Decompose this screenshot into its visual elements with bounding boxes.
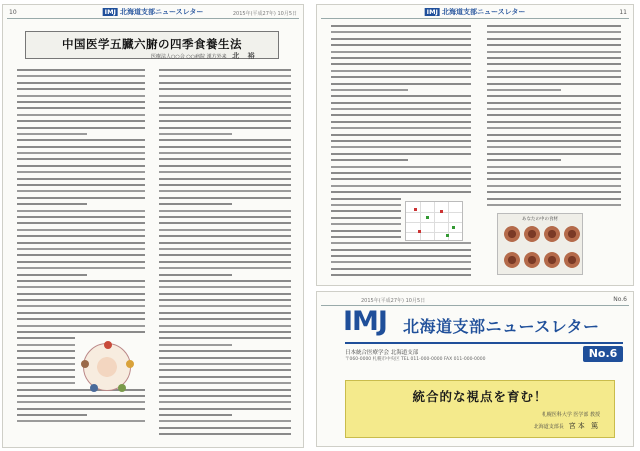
text-line bbox=[159, 88, 291, 90]
text-line bbox=[17, 254, 145, 256]
text-line bbox=[487, 44, 621, 46]
text-line bbox=[17, 190, 145, 192]
text-line bbox=[159, 261, 291, 263]
text-line bbox=[331, 198, 401, 200]
text-line bbox=[159, 408, 291, 410]
text-line bbox=[17, 350, 75, 352]
text-line bbox=[331, 38, 471, 40]
text-line bbox=[159, 229, 291, 231]
text-line bbox=[17, 127, 145, 129]
headline-banner bbox=[345, 380, 615, 438]
text-line bbox=[17, 305, 145, 307]
text-line bbox=[17, 280, 145, 282]
text-line bbox=[159, 401, 291, 403]
text-line bbox=[331, 242, 471, 244]
text-line bbox=[159, 344, 232, 346]
photo-caption: あなたの中の食材 bbox=[522, 217, 558, 222]
text-line bbox=[331, 230, 401, 232]
text-line bbox=[159, 376, 291, 378]
text-line bbox=[17, 331, 145, 333]
text-line bbox=[487, 83, 621, 85]
text-line bbox=[331, 63, 471, 65]
text-line bbox=[17, 235, 145, 237]
text-line bbox=[17, 133, 87, 135]
text-line bbox=[331, 25, 471, 27]
text-line bbox=[331, 153, 471, 155]
left-page-number: 10 bbox=[9, 9, 17, 16]
text-line bbox=[159, 95, 291, 97]
food-photo bbox=[524, 252, 540, 268]
diagram-node bbox=[90, 384, 98, 392]
text-line bbox=[159, 133, 232, 135]
text-line bbox=[331, 140, 471, 142]
left-page bbox=[2, 4, 304, 448]
text-line bbox=[331, 166, 471, 168]
food-photo-grid bbox=[497, 213, 583, 275]
byline-affiliation: 医療法人○○会 ○○病院 漢方外来 bbox=[151, 54, 227, 60]
food-photo bbox=[504, 226, 520, 242]
five-elements-diagram bbox=[83, 343, 131, 391]
author-line bbox=[534, 421, 600, 431]
text-line bbox=[17, 414, 87, 416]
text-line bbox=[487, 31, 621, 33]
figure-mark bbox=[414, 208, 417, 211]
cover-page-number: No.6 bbox=[613, 296, 627, 303]
text-line bbox=[331, 70, 471, 72]
text-line bbox=[17, 210, 145, 212]
text-line bbox=[159, 69, 291, 71]
page-gutter bbox=[306, 0, 314, 451]
text-line bbox=[159, 242, 291, 244]
text-line bbox=[17, 325, 145, 327]
text-line bbox=[331, 274, 471, 276]
text-line bbox=[159, 389, 291, 391]
masthead-rule bbox=[345, 342, 623, 344]
diagram-node bbox=[81, 360, 89, 368]
text-line bbox=[17, 274, 87, 276]
text-line bbox=[159, 286, 291, 288]
text-line bbox=[159, 325, 291, 327]
text-line bbox=[159, 414, 232, 416]
text-line bbox=[331, 89, 408, 91]
text-line bbox=[159, 210, 291, 212]
text-line bbox=[331, 146, 471, 148]
text-line bbox=[17, 222, 145, 224]
text-line bbox=[159, 82, 291, 84]
text-line bbox=[17, 229, 145, 231]
right-top-page bbox=[316, 4, 634, 286]
text-line bbox=[17, 120, 145, 122]
text-line bbox=[159, 254, 291, 256]
text-line bbox=[159, 203, 232, 205]
diagram-node bbox=[104, 341, 112, 349]
text-line bbox=[17, 101, 145, 103]
text-line bbox=[17, 95, 145, 97]
text-line bbox=[17, 107, 145, 109]
text-line bbox=[159, 75, 291, 77]
text-line bbox=[17, 203, 87, 205]
text-line bbox=[487, 185, 621, 187]
text-line bbox=[17, 401, 145, 403]
text-line bbox=[331, 268, 471, 270]
author-affiliation: 札幌医科大学 医学部 教授 bbox=[541, 412, 600, 418]
text-line bbox=[487, 191, 621, 193]
text-line bbox=[159, 152, 291, 154]
text-line bbox=[159, 267, 291, 269]
text-line bbox=[159, 178, 291, 180]
text-line bbox=[487, 63, 621, 65]
text-line bbox=[17, 420, 145, 422]
text-line bbox=[17, 158, 145, 160]
text-line bbox=[331, 236, 401, 238]
text-line bbox=[487, 114, 621, 116]
byline-author: 北 裕 bbox=[232, 52, 258, 60]
text-line bbox=[17, 82, 145, 84]
cover-header-date: 2015年(平成27年) 10月5日 bbox=[361, 298, 426, 304]
text-line bbox=[17, 197, 145, 199]
text-line bbox=[159, 139, 291, 141]
text-line bbox=[17, 184, 145, 186]
text-line bbox=[159, 120, 291, 122]
text-line bbox=[159, 337, 291, 339]
imj-logo: IMJ bbox=[343, 306, 387, 337]
text-line bbox=[331, 108, 471, 110]
text-line bbox=[331, 185, 471, 187]
text-line bbox=[331, 57, 471, 59]
text-line bbox=[159, 222, 291, 224]
text-line bbox=[159, 293, 291, 295]
text-line bbox=[159, 165, 291, 167]
issue-badge: No.6 bbox=[583, 346, 623, 362]
article-column-2 bbox=[159, 69, 291, 440]
figure-mark bbox=[440, 210, 443, 213]
text-line bbox=[331, 31, 471, 33]
text-line bbox=[487, 172, 621, 174]
text-line bbox=[17, 299, 145, 301]
text-line bbox=[159, 331, 291, 333]
figure-mark bbox=[446, 234, 449, 237]
text-line bbox=[17, 286, 145, 288]
food-photo bbox=[524, 226, 540, 242]
text-line bbox=[159, 248, 291, 250]
text-line bbox=[487, 70, 621, 72]
figure-mark bbox=[418, 230, 421, 233]
right-page-number: 11 bbox=[619, 9, 627, 16]
cover-headline: 統合的な視点を育む！ bbox=[412, 389, 548, 404]
left-header-date: 2015年(平成27年) 10月5日 bbox=[232, 11, 297, 17]
text-line bbox=[17, 242, 145, 244]
text-line bbox=[159, 395, 291, 397]
text-line bbox=[487, 166, 621, 168]
text-line bbox=[17, 152, 145, 154]
text-line bbox=[17, 178, 145, 180]
text-line bbox=[487, 57, 621, 59]
text-line bbox=[487, 89, 561, 91]
text-line bbox=[331, 83, 471, 85]
text-line bbox=[331, 127, 471, 129]
text-line bbox=[159, 158, 291, 160]
text-line bbox=[331, 191, 471, 193]
text-line bbox=[17, 139, 145, 141]
text-line bbox=[159, 146, 291, 148]
text-line bbox=[487, 198, 621, 200]
text-line bbox=[17, 337, 75, 339]
organization-name: 日本統合医療学会 北海道支部 bbox=[345, 350, 419, 356]
food-photo bbox=[544, 252, 560, 268]
text-line bbox=[487, 134, 621, 136]
text-line bbox=[17, 408, 145, 410]
text-line bbox=[159, 216, 291, 218]
text-line bbox=[487, 102, 621, 104]
text-line bbox=[17, 171, 145, 173]
text-line bbox=[159, 427, 291, 429]
cover-page bbox=[316, 291, 634, 447]
organization-contact: 〒060-0000 札幌市中央区 TEL 011-000-0000 FAX 011-000-0000 bbox=[345, 357, 486, 362]
text-line bbox=[159, 107, 291, 109]
food-photo bbox=[504, 252, 520, 268]
left-header-logo: IMJ 北海道支部ニュースレター bbox=[104, 8, 204, 16]
text-line bbox=[487, 25, 621, 27]
text-line bbox=[159, 274, 232, 276]
text-line bbox=[17, 248, 145, 250]
right-column-2 bbox=[487, 25, 621, 210]
text-line bbox=[17, 75, 145, 77]
text-line bbox=[331, 172, 471, 174]
diagram-node bbox=[126, 360, 134, 368]
text-line bbox=[159, 127, 291, 129]
food-photo bbox=[564, 252, 580, 268]
text-line bbox=[159, 305, 291, 307]
text-line bbox=[159, 369, 291, 371]
text-line bbox=[159, 382, 291, 384]
text-line bbox=[331, 159, 408, 161]
text-line bbox=[17, 363, 75, 365]
text-line bbox=[487, 146, 621, 148]
text-line bbox=[17, 267, 145, 269]
food-photo bbox=[544, 226, 560, 242]
text-line bbox=[159, 350, 291, 352]
text-line bbox=[331, 249, 471, 251]
text-line bbox=[487, 204, 621, 206]
text-line bbox=[17, 88, 145, 90]
text-line bbox=[17, 357, 75, 359]
text-line bbox=[17, 261, 145, 263]
text-line bbox=[159, 114, 291, 116]
text-line bbox=[331, 76, 471, 78]
text-line bbox=[17, 395, 145, 397]
text-line bbox=[159, 357, 291, 359]
text-line bbox=[159, 171, 291, 173]
text-line bbox=[159, 101, 291, 103]
left-running-header bbox=[7, 7, 299, 19]
text-line bbox=[17, 216, 145, 218]
text-line bbox=[331, 255, 471, 257]
text-line bbox=[159, 235, 291, 237]
cover-running-header bbox=[321, 294, 629, 306]
text-line bbox=[331, 210, 401, 212]
text-line bbox=[159, 197, 291, 199]
text-line bbox=[159, 184, 291, 186]
text-line bbox=[487, 76, 621, 78]
newsletter-name: 北海道支部ニュースレター bbox=[403, 317, 600, 336]
text-line bbox=[331, 204, 401, 206]
text-line bbox=[159, 190, 291, 192]
text-line bbox=[487, 51, 621, 53]
text-line bbox=[487, 140, 621, 142]
text-line bbox=[487, 127, 621, 129]
text-line bbox=[331, 114, 471, 116]
text-line bbox=[17, 344, 75, 346]
text-line bbox=[331, 102, 471, 104]
article-title: 中国医学五臓六腑の四季食養生法 bbox=[62, 37, 242, 51]
text-line bbox=[159, 420, 291, 422]
text-line bbox=[331, 44, 471, 46]
text-line bbox=[159, 318, 291, 320]
figure-mark bbox=[452, 226, 455, 229]
text-line bbox=[487, 178, 621, 180]
article-byline bbox=[151, 51, 258, 61]
text-line bbox=[487, 108, 621, 110]
text-line bbox=[487, 121, 621, 123]
text-line bbox=[331, 134, 471, 136]
text-line bbox=[17, 312, 145, 314]
text-line bbox=[159, 299, 291, 301]
text-line bbox=[487, 153, 621, 155]
right-running-header bbox=[321, 7, 629, 19]
food-photo bbox=[564, 226, 580, 242]
text-line bbox=[159, 433, 291, 435]
text-line bbox=[331, 121, 471, 123]
text-line bbox=[17, 69, 145, 71]
text-line bbox=[487, 159, 561, 161]
text-line bbox=[331, 178, 471, 180]
text-line bbox=[331, 217, 401, 219]
text-line bbox=[17, 376, 75, 378]
text-line bbox=[331, 261, 471, 263]
author-role: 北海道支部長 bbox=[533, 424, 564, 430]
text-line bbox=[487, 38, 621, 40]
data-figure bbox=[405, 201, 463, 241]
right-header-logo: IMJ 北海道支部ニュースレター bbox=[426, 8, 526, 16]
text-line bbox=[17, 146, 145, 148]
text-line bbox=[17, 165, 145, 167]
diagram-node bbox=[118, 384, 126, 392]
text-line bbox=[331, 223, 401, 225]
figure-mark bbox=[426, 216, 429, 219]
text-line bbox=[17, 369, 75, 371]
text-line bbox=[17, 293, 145, 295]
text-line bbox=[17, 114, 145, 116]
text-line bbox=[17, 382, 75, 384]
text-line bbox=[331, 51, 471, 53]
text-line bbox=[159, 312, 291, 314]
text-line bbox=[487, 95, 621, 97]
text-line bbox=[159, 280, 291, 282]
text-line bbox=[159, 363, 291, 365]
right-column-1 bbox=[331, 25, 471, 281]
text-line bbox=[17, 318, 145, 320]
author-name: 宮本 篤 bbox=[568, 422, 600, 430]
text-line bbox=[331, 95, 471, 97]
